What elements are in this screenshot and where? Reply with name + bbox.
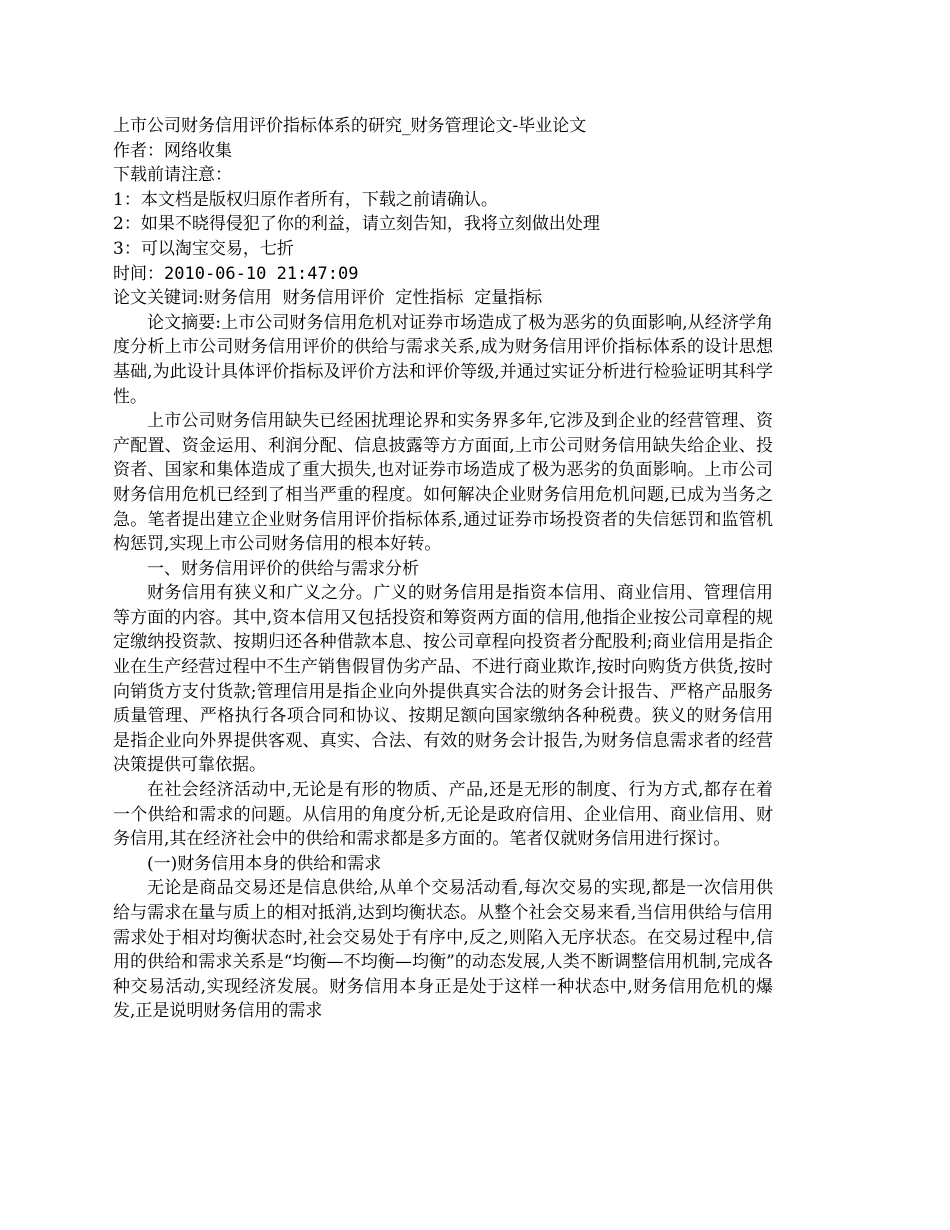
notice-item: 1：本文档是版权归原作者所有，下载之前请确认。 xyxy=(113,189,498,210)
author-line: 作者：网络收集 xyxy=(113,140,232,161)
body-paragraph: 在社会经济活动中,无论是有形的物质、产品,还是无形的制度、行为方式,都存在着一个供给和需求的问题。从信用的角度分析,无论是政府信用、企业信用、商业信用、财务信用,其在经济社会中的供给和需求都是多方面的。笔者仅就财务信用进行探讨。 xyxy=(113,780,773,850)
body-paragraph: 无论是商品交易还是信息供给,从单个交易活动看,每次交易的实现,都是一次信用供给与需求在量与质上的相对抵消,达到均衡状态。从整个社会交易来看,当信用供给与信用需求处于相对均衡状态时,社会交易处于有序中,反之,则陷入无序状态。在交易过程中,信用的供给和需求关系是“均衡—不均衡—均衡”的动态发展,人类不断调整信用机制,完成各种交易活动,实现经济发展。财务信用本身正是处于这样一种状态中,财务信用危机的爆发,正是说明财务信用的需求 xyxy=(113,878,773,1022)
body-paragraph: 上市公司财务信用缺失已经困扰理论界和实务界多年,它涉及到企业的经营管理、资产配置、资金运用、利润分配、信息披露等方方面面,上市公司财务信用缺失给企业、投资者、国家和集体造成了重大损失,也对证券市场造成了极为恶劣的负面影响。上市公司财务信用危机已经到了相当严重的程度。如何解决企业财务信用危机问题,已成为当务之急。笔者提出建立企业财务信用评价指标体系,通过证券市场投资者的失信惩罚和监管机构惩罚,实现上市公司财务信用的根本好转。 xyxy=(113,411,773,555)
abstract-paragraph: 论文摘要:上市公司财务信用危机对证券市场造成了极为恶劣的负面影响,从经济学角度分析上市公司财务信用评价的供给与需求关系,成为财务信用评价指标体系的设计思想基础,为此设计具体评价指标及评价方法和评价等级,并通过实证分析进行检验证明其科学性。 xyxy=(113,312,773,407)
time-line: 时间：2010-06-10 21:47:09 xyxy=(113,263,359,284)
notice-item: 3：可以淘宝交易，七折 xyxy=(113,238,294,259)
document-page xyxy=(113,114,773,1024)
document-title: 上市公司财务信用评价指标体系的研究_财务管理论文-毕业论文 xyxy=(113,116,587,136)
subsection-heading: (一)财务信用本身的供给和需求 xyxy=(147,853,382,874)
notice-item: 2：如果不晓得侵犯了你的利益，请立刻告知，我将立刻做出处理 xyxy=(113,214,600,235)
keywords-line: 论文关键词:财务信用 财务信用评价 定性指标 定量指标 xyxy=(113,288,543,309)
body-paragraph: 财务信用有狭义和广义之分。广义的财务信用是指资本信用、商业信用、管理信用等方面的内容。其中,资本信用又包括投资和筹资两方面的信用,他指企业按公司章程的规定缴纳投资款、按期归还各种借款本息、按公司章程向投资者分配股利;商业信用是指企业在生产经营过程中不生产销售假冒伪劣产品、不进行商业欺诈,按时向购货方供货,按时向销货方支付货款;管理信用是指企业向外提供真实合法的财务会计报告、严格产品服务质量管理、严格执行各项合同和协议、按期足额向国家缴纳各种税费。狭义的财务信用是指企业向外界提供客观、真实、合法、有效的财务会计报告,为财务信息需求者的经营决策提供可靠依据。 xyxy=(113,583,773,776)
section-heading: 一、财务信用评价的供给与需求分析 xyxy=(147,558,419,579)
notice-heading: 下载前请注意： xyxy=(113,165,232,186)
